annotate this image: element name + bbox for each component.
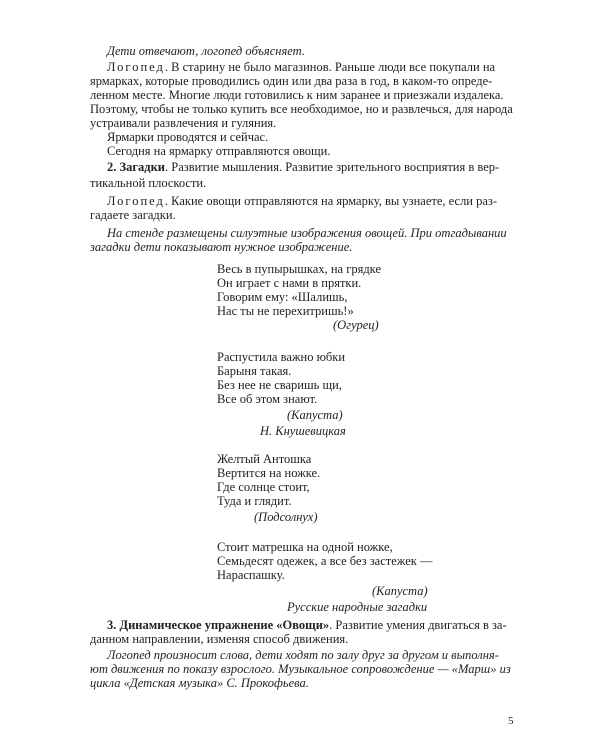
note-line: ют движения по показу взрослого. Музыкальное сопровождение — «Марш» из — [90, 662, 511, 676]
riddle-3-line: Где солнце стоит, — [217, 480, 310, 494]
riddle-3-line: Желтый Антошка — [217, 452, 312, 466]
riddle-3-answer: (Подсолнух) — [254, 510, 318, 524]
riddle-1-line: Он играет с нами в прятки. — [217, 276, 362, 290]
riddle-4-answer: (Капуста) — [372, 584, 428, 598]
riddle-4-line: Стоит матрешка на одной ножке, — [217, 540, 393, 554]
note-line: загадки дети показывают нужное изображение. — [90, 240, 353, 254]
riddle-3-line: Туда и глядит. — [217, 494, 292, 508]
riddle-2-line: Все об этом знают. — [217, 392, 318, 406]
page-number: 5 — [508, 715, 514, 727]
paragraph-line: ленном месте. Многие люди готовились к ним заранее и приезжали издалека. — [90, 88, 504, 102]
section-3-number: 3. — [107, 618, 117, 632]
intro-line: Дети отвечают, логопед объясняет. — [107, 44, 305, 58]
paragraph-line: устраивали развлечения и гуляния. — [90, 116, 277, 130]
paragraph-line: гадаете загадки. — [90, 208, 176, 222]
riddle-1-line: Весь в пупырышках, на грядке — [217, 262, 381, 276]
riddle-4-source: Русские народные загадки — [287, 600, 428, 614]
section-3-title: Динамическое упражнение «Овощи» — [119, 618, 330, 632]
speaker-label: Логопед — [107, 60, 165, 74]
note-line: цикла «Детская музыка» С. Прокофьева. — [90, 676, 309, 690]
riddle-4-line: Семьдесят одежек, а все без застежек — — [217, 554, 433, 568]
riddle-1-line: Нас ты не перехитришь!» — [217, 304, 354, 318]
riddle-3-line: Вертится на ножке. — [217, 466, 321, 480]
riddle-1-line: Говорим ему: «Шалишь, — [217, 290, 348, 304]
paragraph-line — [107, 194, 497, 209]
paragraph-line: ярмарках, которые проводились один или два раза в год, в каком-то опреде- — [90, 74, 493, 88]
section-2-desc: . Развитие мышления. Развитие зрительного восприятия в вер- — [165, 160, 500, 174]
riddle-2-author: Н. Кнушевицкая — [260, 424, 346, 438]
paragraph-text: . В старину не было магазинов. Раньше люди все покупали на — [164, 60, 496, 74]
paragraph-line: Сегодня на ярмарку отправляются овощи. — [107, 144, 331, 158]
paragraph-line: тикальной плоскости. — [90, 176, 207, 190]
speaker-label: Логопед — [107, 194, 165, 208]
paragraph-line — [107, 60, 495, 75]
note-line: На стенде размещены силуэтные изображения овощей. При отгадывании — [107, 226, 507, 240]
riddle-2-answer: (Капуста) — [287, 408, 343, 422]
section-3-desc: . Развитие умения двигаться в за- — [329, 618, 507, 632]
paragraph-line: Поэтому, чтобы не только купить все необходимое, но и развлечься, для народа — [90, 102, 513, 116]
section-2-heading — [107, 160, 499, 175]
paragraph-line: Ярмарки проводятся и сейчас. — [107, 130, 269, 144]
paragraph-line: данном направлении, изменяя способ движения. — [90, 632, 349, 646]
section-2-number: 2. — [107, 160, 117, 174]
section-3-heading — [107, 618, 507, 633]
riddle-1-answer: (Огурец) — [333, 318, 379, 332]
riddle-2-line: Распустила важно юбки — [217, 350, 346, 364]
riddle-2-line: Барыня такая. — [217, 364, 292, 378]
note-line: Логопед произносит слова, дети ходят по залу друг за другом и выполня- — [107, 648, 499, 662]
paragraph-text: . Какие овощи отправляются на ярмарку, вы узнаете, если раз- — [164, 194, 498, 208]
riddle-4-line: Нараспашку. — [217, 568, 285, 582]
section-2-title: Загадки — [119, 160, 166, 174]
riddle-2-line: Без нее не сваришь щи, — [217, 378, 342, 392]
